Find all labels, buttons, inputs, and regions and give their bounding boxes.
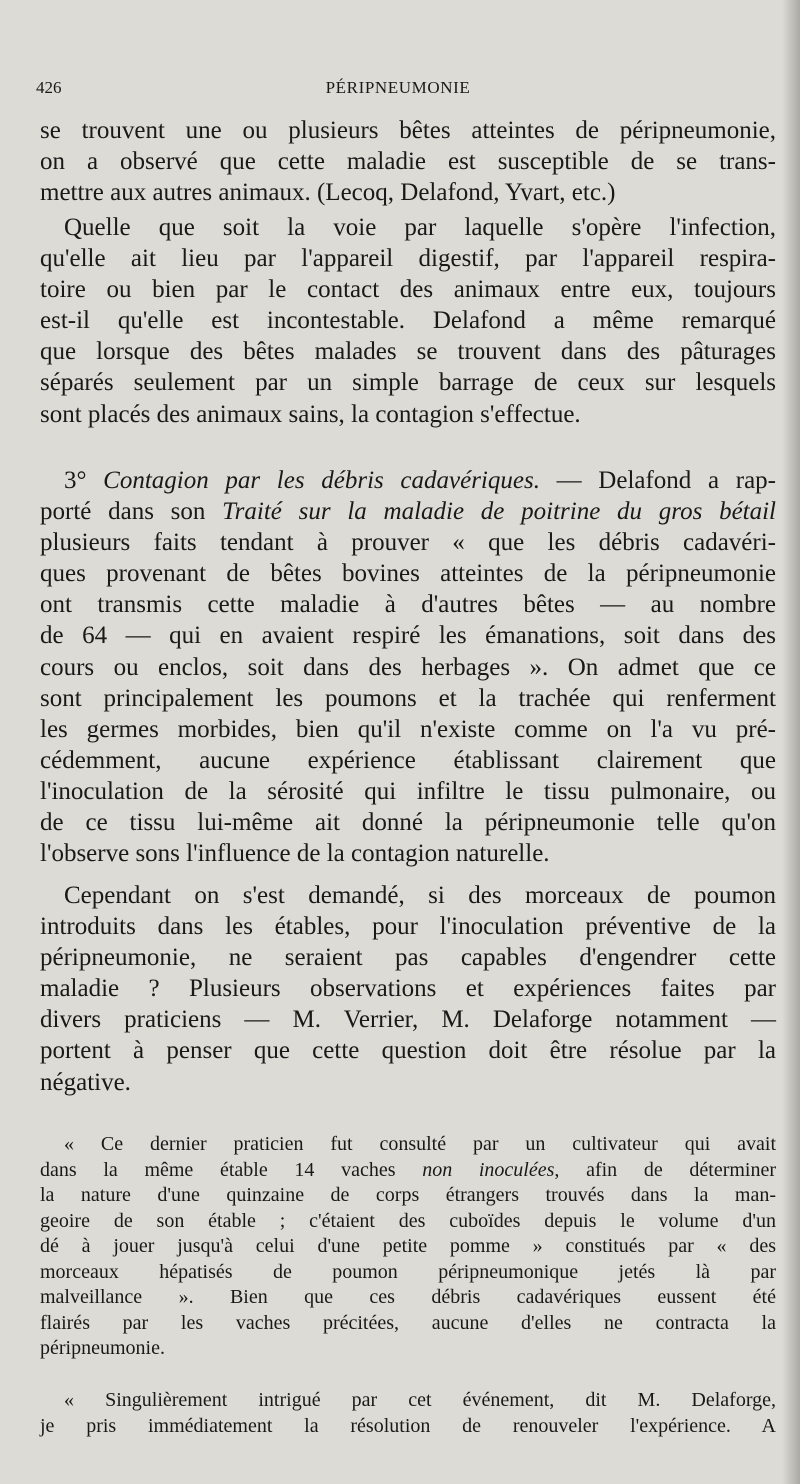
paragraph-infection (40, 212, 776, 430)
section-contagion-debris (40, 465, 776, 869)
text-line: cours ou enclos, soit dans des herbages ». On admet que ce (40, 653, 776, 681)
text-line: l'observe sons l'influence de la contagion naturelle. (40, 840, 550, 868)
text-line: négative. (40, 1068, 131, 1096)
text-line: de ce tissu lui-même ait donné la péripneumonie telle qu'on (40, 809, 776, 837)
text-line: maladie ? Plusieurs observations et expériences faites par (40, 975, 776, 1003)
text-line: la nature d'une quinzaine de corps étrangers trouvés dans la man- (40, 1184, 776, 1206)
text-line: flairés par les vaches précitées, aucune d'elles ne contracta la (40, 1311, 776, 1334)
text-fragment: porté dans son (40, 498, 206, 526)
text-line (40, 1158, 776, 1184)
page-number: 426 (36, 78, 62, 97)
text-line: séparés seulement par un simple barrage de ceux sur lesquels (40, 369, 776, 397)
text-line: péripneumonie, ne seraient pas capables d'engendrer cette (40, 944, 776, 972)
running-title: PÉRIPNEUMONIE (325, 78, 471, 97)
text-line: ont transmis cette maladie à d'autres bêtes — au nombre (40, 591, 776, 619)
text-line: Quelle que soit la voie par laquelle s'opère l'infection, (64, 214, 776, 241)
section-heading-line (40, 465, 776, 496)
text-fragment: dans la même étable 14 vaches (40, 1158, 396, 1181)
text-line: « Ce dernier praticien fut consulté par un cultivateur qui avait (64, 1133, 776, 1155)
text-line: mettre aux autres animaux. (Lecoq, Delafond, Yvart, etc.) (40, 179, 616, 207)
page-gutter-shadow (782, 0, 800, 1484)
text-line: ques provenant de bêtes bovines atteintes de la péripneumonie (40, 560, 776, 588)
text-line: toire ou bien par le contact des animaux entre eux, toujours (40, 276, 776, 304)
text-line: est-il qu'elle est incontestable. Delafond a même remarqué (40, 307, 776, 335)
section-number: 3° (64, 467, 87, 494)
text-line: introduits dans les étables, pour l'inoculation préventive de la (40, 913, 776, 941)
text-line: morceaux hépatisés de poumon péripneumonique jetés là par (40, 1260, 776, 1283)
italic-phrase: non inoculées (422, 1158, 555, 1181)
text-line: dé à jouer jusqu'à celui d'une petite pomme » constitués par « des (40, 1235, 776, 1257)
text-line: plusieurs faits tendant à prouver « que les débris cadavéri- (40, 529, 776, 557)
text-line: se trouvent une ou plusieurs bêtes atteintes de péripneumonie, (40, 117, 776, 144)
text-line: on a observé que cette maladie est susceptible de se trans- (40, 148, 776, 176)
text-line: sont placés des animaux sains, la contagion s'effectue. (40, 400, 581, 428)
running-header (36, 78, 760, 104)
text-fragment: — Delafond a rap- (556, 467, 776, 494)
text-line: les germes morbides, bien qu'il n'existe comme on l'a vu pré- (40, 715, 776, 743)
text-fragment: , afin de déterminer (554, 1158, 777, 1181)
text-line: je pris immédiatement la résolution de renouveler l'expérience. A (40, 1414, 776, 1437)
text-line: sont principalement les poumons et la trachée qui renferment (40, 684, 776, 712)
text-line: malveillance ». Bien que ces débris cadavériques eussent été (40, 1286, 776, 1308)
paragraph-question (40, 880, 776, 1098)
text-line: l'inoculation de la sérosité qui infiltre le tissu pulmonaire, ou (40, 777, 776, 805)
text-line: que lorsque des bêtes malades se trouvent dans des pâturages (40, 338, 776, 366)
text-line: qu'elle ait lieu par l'appareil digestif, par l'appareil respira- (40, 245, 776, 273)
text-line: divers praticiens — M. Verrier, M. Delaforge notamment — (40, 1006, 776, 1034)
text-line: de 64 — qui en avaient respiré les émanations, soit dans des (40, 622, 776, 650)
text-line (40, 496, 776, 527)
section-heading: Contagion par les débris cadavériques. (103, 467, 540, 494)
text-line: cédemment, aucune expérience établissant clairement que (40, 746, 776, 774)
quotation-block-2 (40, 1388, 776, 1439)
text-line: « Singulièrement intrigué par cet événement, dit M. Delaforge, (64, 1389, 776, 1411)
book-title: Traité sur la maladie de poitrine du gros bétail (222, 498, 776, 526)
quotation-block (40, 1132, 776, 1362)
paragraph-continuation (40, 115, 776, 208)
text-line: péripneumonie. (40, 1337, 165, 1359)
text-line: portent à penser que cette question doit être résolue par la (40, 1037, 776, 1065)
text-line: geoire de son étable ; c'étaient des cuboïdes depuis le volume d'un (40, 1209, 776, 1232)
text-line: Cependant on s'est demandé, si des morceaux de poumon (64, 882, 776, 909)
